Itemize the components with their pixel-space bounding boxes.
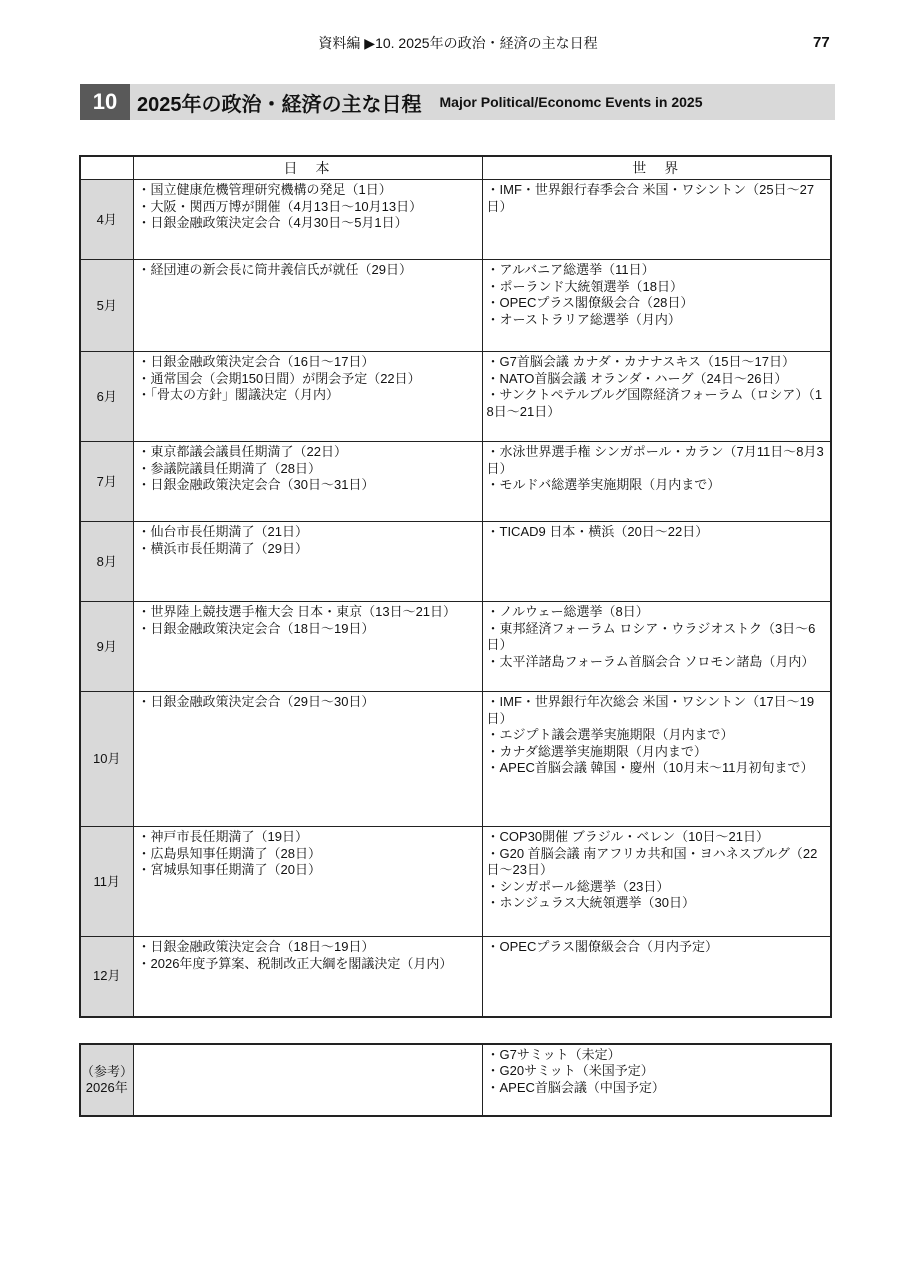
reference-label: （参考）: [81, 1063, 134, 1079]
world-event-item: ・TICAD9 日本・横浜（20日～22日）: [486, 524, 709, 539]
world-event-item: ・東邦経済フォーラム ロシア・ウラジオストク（3日～6日）: [486, 620, 816, 652]
world-event-item: ・COP30開催 ブラジル・ベレン（10日～21日）: [486, 829, 770, 844]
world-event-item: ・G20サミット（米国予定）: [486, 1063, 654, 1078]
world-event-item: ・水泳世界選手権 シンガポール・カラン（7月11日～8月3日）: [486, 444, 824, 476]
japan-event-item: ・経団連の新会長に筒井義信氏が就任（29日）: [137, 262, 412, 277]
world-event-item: ・アルバニア総選挙（11日）: [486, 262, 655, 277]
month-cell: 6月: [80, 352, 133, 442]
japan-event-item: ・神戸市長任期満了（19日）: [137, 829, 308, 844]
japan-event-item: ・通常国会（会期150日間）が閉会予定（22日）: [137, 370, 421, 386]
section-title-ja: 2025年の政治・経済の主な日程: [137, 93, 422, 116]
japan-events-cell: [133, 602, 482, 692]
japan-column-header: 日 本: [133, 156, 482, 180]
world-event-item: ・オーストラリア総選挙（月内）: [486, 311, 681, 327]
month-cell: 5月: [80, 260, 133, 352]
world-event-item: ・サンクトペテルブルグ国際経済フォーラム（ロシア）（18日～21日）: [486, 387, 823, 419]
month-row: [80, 692, 831, 827]
section-title-en: Major Political/Economc Events in 2025: [439, 94, 703, 110]
world-events-cell: [482, 827, 831, 937]
world-event-item: ・NATO首脳会議 オランダ・ハーグ（24日～26日）: [486, 370, 788, 386]
world-column-header: 世 界: [482, 156, 831, 180]
running-header: 資料編 ▶10. 2025年の政治・経済の主な日程: [318, 35, 598, 51]
world-event-item: ・APEC首脳会議（中国予定）: [486, 1079, 665, 1095]
world-events-cell: [482, 602, 831, 692]
japan-event-item: ・日銀金融政策決定会合（18日～19日）: [137, 939, 375, 954]
japan-event-item: ・東京都議会議員任期満了（22日）: [137, 444, 347, 459]
japan-event-item: ・2026年度予算案、税制改正大綱を閣議決定（月内）: [137, 955, 453, 971]
japan-event-item: ・横浜市長任期満了（29日）: [137, 540, 308, 556]
month-row: [80, 602, 831, 692]
world-event-item: ・G7首脳会議 カナダ・カナナスキス（15日～17日）: [486, 354, 795, 369]
world-events-cell: [482, 260, 831, 352]
schedule-table-2025: [79, 155, 832, 1018]
reference-label-cell: [80, 1044, 133, 1116]
month-cell: 12月: [80, 937, 133, 1017]
month-row: [80, 827, 831, 937]
world-event-item: ・APEC首脳会議 韓国・慶州（10月末～11月初旬まで）: [486, 760, 814, 775]
month-row: [80, 442, 831, 522]
world-event-item: ・OPECプラス閣僚級会合（月内予定）: [486, 939, 718, 954]
japan-events-cell: [133, 352, 482, 442]
month-cell: 4月: [80, 180, 133, 260]
reference-year: 2026年: [85, 1079, 128, 1095]
month-cell: 11月: [80, 827, 133, 937]
japan-events-cell: [133, 522, 482, 602]
japan-event-item: ・世界陸上競技選手権大会 日本・東京（13日～21日）: [137, 604, 457, 619]
world-event-item: ・モルドバ総選挙実施期限（月内まで）: [486, 477, 721, 492]
japan-event-item: ・日銀金融政策決定会合（4月30日～5月1日）: [137, 215, 408, 230]
japan-event-item: ・日銀金融政策決定会合（16日～17日）: [137, 354, 375, 369]
japan-events-cell: [133, 827, 482, 937]
world-event-item: ・太平洋諸島フォーラム首脳会合 ソロモン諸島（月内）: [486, 653, 815, 669]
month-cell: 10月: [80, 692, 133, 827]
world-event-item: ・ノルウェー総選挙（8日）: [486, 604, 649, 619]
world-events-cell: [482, 522, 831, 602]
japan-event-item: ・大阪・関西万博が開催（4月13日～10月13日）: [137, 198, 423, 214]
world-event-item: ・シンガポール総選挙（23日）: [486, 878, 670, 894]
world-events-cell: [482, 1044, 831, 1116]
reference-table-2026: [79, 1043, 832, 1117]
world-events-cell: [482, 937, 831, 1017]
japan-event-item: ・国立健康危機管理研究機構の発足（1日）: [137, 182, 392, 197]
month-cell: 9月: [80, 602, 133, 692]
world-event-item: ・G20 首脳会議 南アフリカ共和国・ヨハネスブルグ（22日～23日）: [486, 845, 818, 877]
japan-events-cell: [133, 442, 482, 522]
world-events-cell: [482, 180, 831, 260]
month-header: [80, 156, 133, 180]
world-events-cell: [482, 442, 831, 522]
japan-event-item: ・日銀金融政策決定会合（30日～31日）: [137, 477, 375, 492]
page-number: 77: [813, 34, 830, 51]
japan-event-item: ・「骨太の方針」閣議決定（月内）: [137, 387, 340, 402]
section-title-band: [80, 84, 835, 120]
japan-events-cell: [133, 937, 482, 1017]
world-event-item: ・IMF・世界銀行春季会合 米国・ワシントン（25日～27日）: [486, 182, 815, 214]
world-events-cell: [482, 352, 831, 442]
month-row: [80, 937, 831, 1017]
reference-row: [80, 1044, 831, 1116]
schedule-body: [80, 180, 831, 1017]
japan-event-item: ・広島県知事任期満了（28日）: [137, 845, 321, 861]
japan-events-cell: [133, 180, 482, 260]
world-event-item: ・ポーランド大統領選挙（18日）: [486, 278, 683, 294]
month-cell: 8月: [80, 522, 133, 602]
world-event-item: ・エジプト議会選挙実施期限（月内まで）: [486, 727, 734, 742]
japan-event-item: ・仙台市長任期満了（21日）: [137, 524, 308, 539]
month-cell: 7月: [80, 442, 133, 522]
japan-event-item: ・参議院議員任期満了（28日）: [137, 460, 321, 476]
world-event-item: ・OPECプラス閣僚級会合（28日）: [486, 295, 694, 310]
month-row: [80, 522, 831, 602]
schedule-tables: [79, 155, 830, 1117]
japan-events-cell: [133, 1044, 482, 1116]
japan-event-item: ・日銀金融政策決定会合（18日～19日）: [137, 620, 375, 636]
month-row: [80, 352, 831, 442]
japan-event-item: ・日銀金融政策決定会合（29日～30日）: [137, 694, 375, 709]
world-event-item: ・G7サミット（未定）: [486, 1046, 621, 1062]
world-event-item: ・IMF・世界銀行年次総会 米国・ワシントン（17日～19日）: [486, 694, 815, 726]
section-number: 10: [80, 84, 130, 120]
table-header-row: [80, 156, 831, 180]
japan-events-cell: [133, 692, 482, 827]
world-events-cell: [482, 692, 831, 827]
month-row: [80, 180, 831, 260]
japan-event-item: ・宮城県知事任期満了（20日）: [137, 862, 321, 877]
world-event-item: ・ホンジュラス大統領選挙（30日）: [486, 895, 695, 910]
japan-events-cell: [133, 260, 482, 352]
world-event-item: ・カナダ総選挙実施期限（月内まで）: [486, 743, 707, 759]
month-row: [80, 260, 831, 352]
